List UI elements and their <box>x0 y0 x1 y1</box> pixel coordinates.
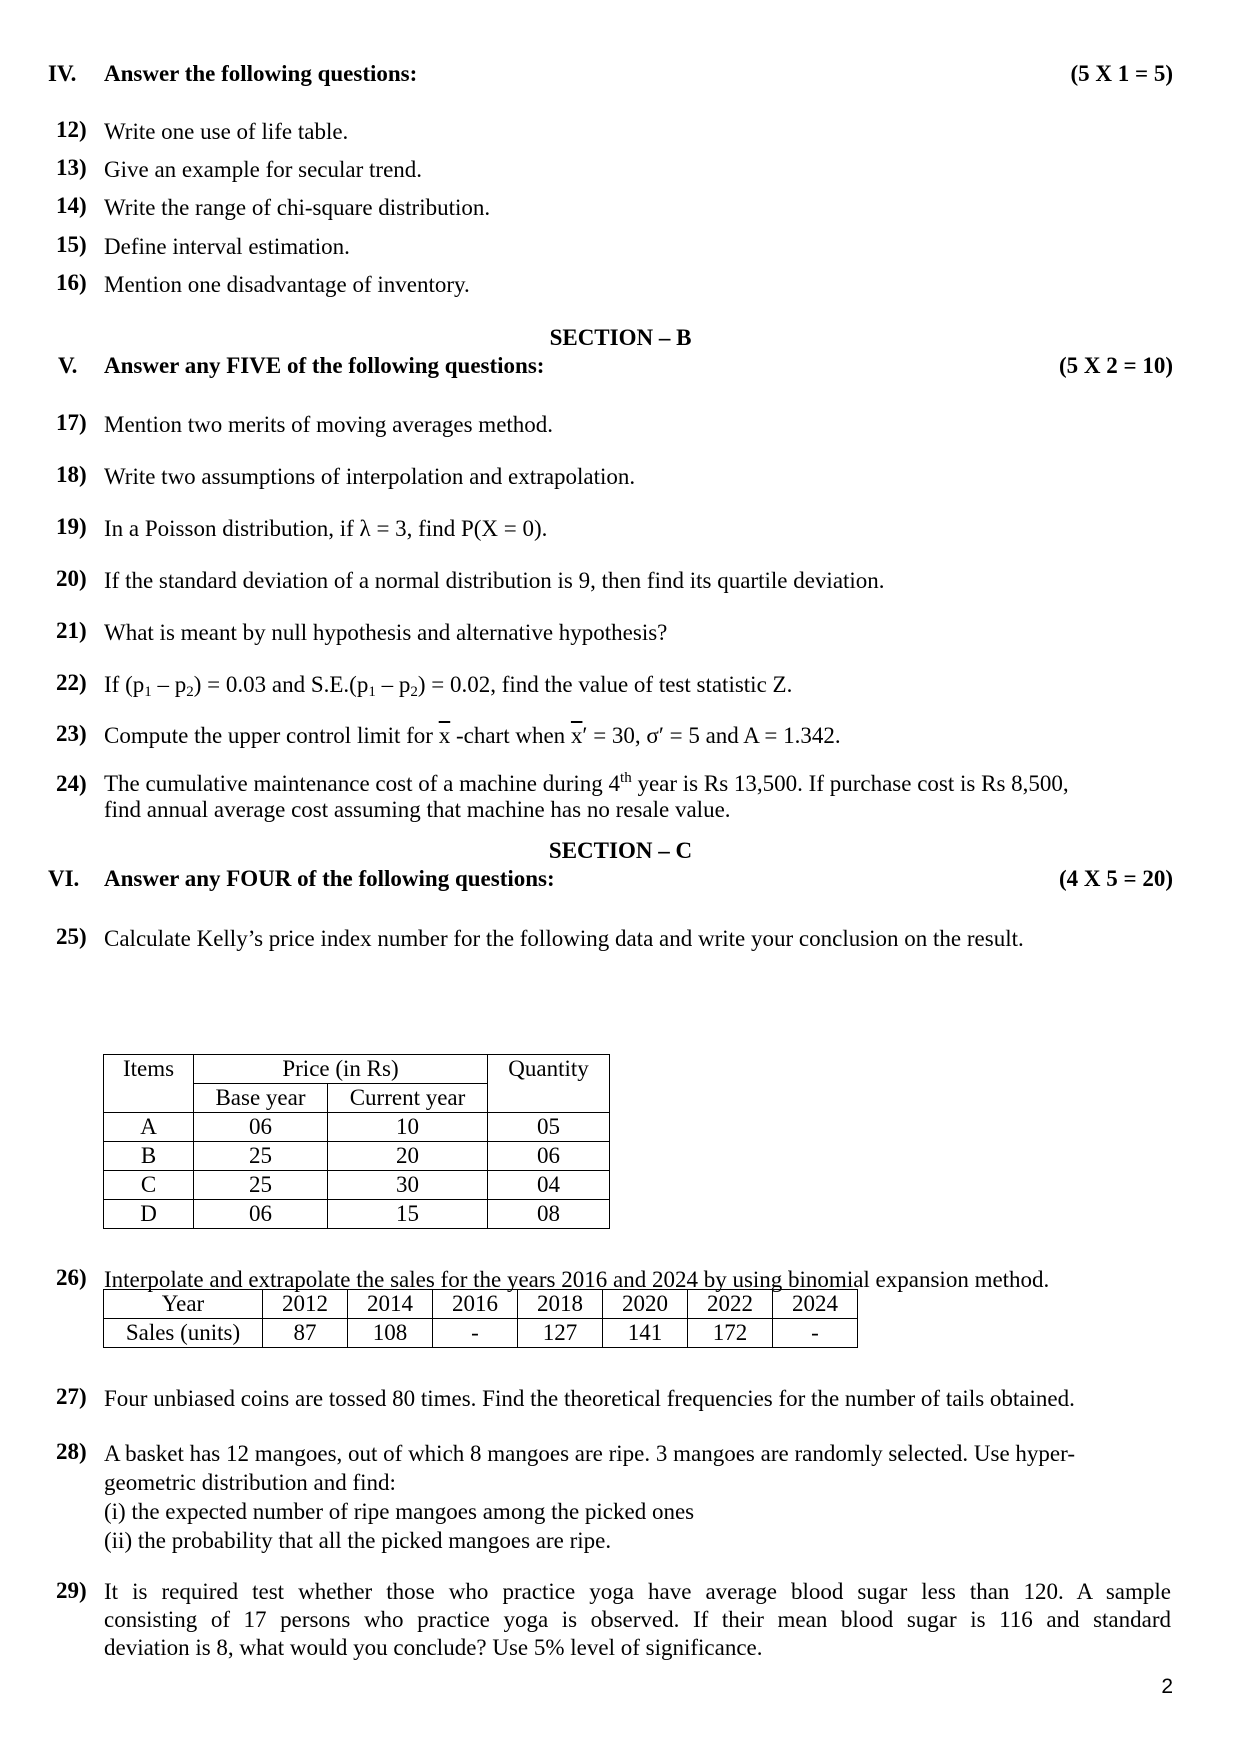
cell-quantity: 05 <box>488 1113 610 1142</box>
subscript-1: 1 <box>368 684 376 700</box>
page-number: 2 <box>1161 1675 1173 1698</box>
table-row-year <box>104 1290 858 1319</box>
part-iv-marks: (5 X 1 = 5) <box>1070 61 1173 86</box>
question-text: Interpolate and extrapolate the sales for the years 2016 and 2024 by using binomial expansion method. <box>104 1267 1050 1292</box>
question-number: 26) <box>56 1265 87 1290</box>
kelly-price-table <box>103 1054 610 1229</box>
question-number: 18) <box>56 462 87 487</box>
cell-current: 20 <box>328 1142 488 1171</box>
question-text <box>104 721 1171 750</box>
header-quantity: Quantity <box>488 1055 610 1113</box>
cell-current: 15 <box>328 1200 488 1229</box>
cell-year: 2018 <box>518 1290 603 1319</box>
part-v-marks: (5 X 2 = 10) <box>1058 353 1173 378</box>
subscript-1: 1 <box>144 684 152 700</box>
cell-sales: 141 <box>603 1319 688 1348</box>
question-number: 25) <box>56 924 87 949</box>
q29-line: deviation is 8, what would you conclude? Use 5% level of significance. <box>104 1635 763 1660</box>
question-text: Define interval estimation. <box>104 234 350 259</box>
q28-line: (i) the expected number of ripe mangoes among the picked ones <box>104 1499 695 1524</box>
question-text: In a Poisson distribution, if λ = 3, find P(X = 0). <box>104 516 548 541</box>
question-text: Write two assumptions of interpolation and extrapolation. <box>104 464 636 489</box>
q23-part: Compute the upper control limit for <box>104 723 439 748</box>
row-label-sales: Sales (units) <box>104 1319 263 1348</box>
part-v-header <box>0 353 1241 383</box>
x-bar-symbol: $\overline{x}$ <box>570 723 583 748</box>
question-text <box>104 670 1171 699</box>
q23-part: -chart when <box>450 723 571 748</box>
q22-part: – p <box>151 672 187 697</box>
question-number: 28) <box>56 1439 87 1464</box>
question-number: 14) <box>56 193 87 218</box>
cell-sales: - <box>433 1319 518 1348</box>
cell-year: 2024 <box>773 1290 858 1319</box>
q24-part: year is Rs 13,500. If purchase cost is Rs 8,500, <box>631 771 1069 796</box>
question-text: Give an example for secular trend. <box>104 157 423 182</box>
question-number: 17) <box>56 410 87 435</box>
part-iv-header <box>0 61 1241 91</box>
cell-year: 2020 <box>603 1290 688 1319</box>
table-row <box>104 1142 610 1171</box>
table-row <box>104 1171 610 1200</box>
question-text <box>104 1578 1171 1662</box>
cell-sales: 108 <box>348 1319 433 1348</box>
q22-part: ) = 0.03 and S.E.(p <box>193 672 369 697</box>
question-number: 22) <box>56 670 87 695</box>
cell-base: 06 <box>194 1113 328 1142</box>
cell-year: 2016 <box>433 1290 518 1319</box>
table-row <box>104 1200 610 1229</box>
sales-table <box>103 1289 858 1348</box>
cell-sales: 127 <box>518 1319 603 1348</box>
section-b-title: SECTION – B <box>549 325 692 350</box>
cell-item: B <box>104 1142 194 1171</box>
question-text <box>104 771 1171 823</box>
superscript-th: th <box>620 770 632 786</box>
cell-current: 10 <box>328 1113 488 1142</box>
row-label-year: Year <box>104 1290 263 1319</box>
part-iv-roman: IV. <box>48 61 77 86</box>
x-bar-symbol: $\overline{x}$ <box>438 723 451 748</box>
question-text: Mention two merits of moving averages method. <box>104 412 554 437</box>
cell-quantity: 08 <box>488 1200 610 1229</box>
cell-year: 2012 <box>263 1290 348 1319</box>
question-text: Mention one disadvantage of inventory. <box>104 272 470 297</box>
section-c-title: SECTION – C <box>548 838 693 863</box>
question-number: 24) <box>56 771 87 796</box>
q23-part: ′ = 30, σ′ = 5 and A = 1.342. <box>582 723 841 748</box>
header-items: Items <box>104 1055 194 1113</box>
question-text: Calculate Kelly’s price index number for the following data and write your conclusion on the result. <box>104 926 1024 951</box>
q24-part: find annual average cost assuming that machine has no resale value. <box>104 797 731 822</box>
question-text: Four unbiased coins are tossed 80 times. Find the theoretical frequencies for the number of tails obtained. <box>104 1386 1075 1411</box>
cell-current: 30 <box>328 1171 488 1200</box>
question-number: 20) <box>56 566 87 591</box>
part-v-heading: Answer any FIVE of the following questions: <box>104 353 545 378</box>
question-number: 19) <box>56 514 87 539</box>
cell-year: 2022 <box>688 1290 773 1319</box>
cell-sales: - <box>773 1319 858 1348</box>
table-header-row <box>104 1055 610 1084</box>
q28-line: A basket has 12 mangoes, out of which 8 mangoes are ripe. 3 mangoes are randomly selected. Use hyper- <box>104 1441 1075 1466</box>
question-number: 21) <box>56 618 87 643</box>
question-text: If the standard deviation of a normal distribution is 9, then find its quartile deviation. <box>104 568 885 593</box>
question-number: 13) <box>56 155 87 180</box>
q22-part: ) = 0.02, find the value of test statistic Z. <box>417 672 793 697</box>
q28-line: (ii) the probability that all the picked mangoes are ripe. <box>104 1528 612 1553</box>
cell-sales: 172 <box>688 1319 773 1348</box>
q29-line: consisting of 17 persons who practice yoga is observed. If their mean blood sugar is 116 and standard <box>104 1607 1171 1632</box>
question-number: 23) <box>56 721 87 746</box>
question-number: 15) <box>56 232 87 257</box>
cell-quantity: 06 <box>488 1142 610 1171</box>
part-v-roman: V. <box>58 353 78 378</box>
table-row-sales <box>104 1319 858 1348</box>
cell-quantity: 04 <box>488 1171 610 1200</box>
table-row <box>104 1113 610 1142</box>
q22-part: – p <box>375 672 411 697</box>
q24-part: The cumulative maintenance cost of a machine during 4 <box>104 771 621 796</box>
part-vi-marks: (4 X 5 = 20) <box>1058 866 1173 891</box>
question-text: Write the range of chi-square distribution. <box>104 195 491 220</box>
part-vi-heading: Answer any FOUR of the following questions: <box>104 866 555 891</box>
cell-year: 2014 <box>348 1290 433 1319</box>
question-number: 16) <box>56 270 87 295</box>
cell-base: 25 <box>194 1142 328 1171</box>
part-vi-header <box>0 866 1241 896</box>
header-price: Price (in Rs) <box>194 1055 488 1084</box>
question-text: Write one use of life table. <box>104 119 349 144</box>
q28-line: geometric distribution and find: <box>104 1470 396 1495</box>
cell-base: 25 <box>194 1171 328 1200</box>
question-text <box>104 1439 1171 1555</box>
question-number: 29) <box>56 1578 87 1603</box>
cell-item: A <box>104 1113 194 1142</box>
cell-item: C <box>104 1171 194 1200</box>
q22-part: If (p <box>104 672 145 697</box>
question-number: 27) <box>56 1384 87 1409</box>
subscript-2: 2 <box>410 684 418 700</box>
cell-base: 06 <box>194 1200 328 1229</box>
header-base-year: Base year <box>194 1084 328 1113</box>
cell-item: D <box>104 1200 194 1229</box>
question-number: 12) <box>56 117 87 142</box>
cell-sales: 87 <box>263 1319 348 1348</box>
header-current-year: Current year <box>328 1084 488 1113</box>
q29-line: It is required test whether those who practice yoga have average blood sugar less than 120. A sample <box>104 1579 1171 1604</box>
question-text: What is meant by null hypothesis and alternative hypothesis? <box>104 620 668 645</box>
part-vi-roman: VI. <box>48 866 80 891</box>
subscript-2: 2 <box>186 684 194 700</box>
part-iv-heading: Answer the following questions: <box>104 61 418 86</box>
